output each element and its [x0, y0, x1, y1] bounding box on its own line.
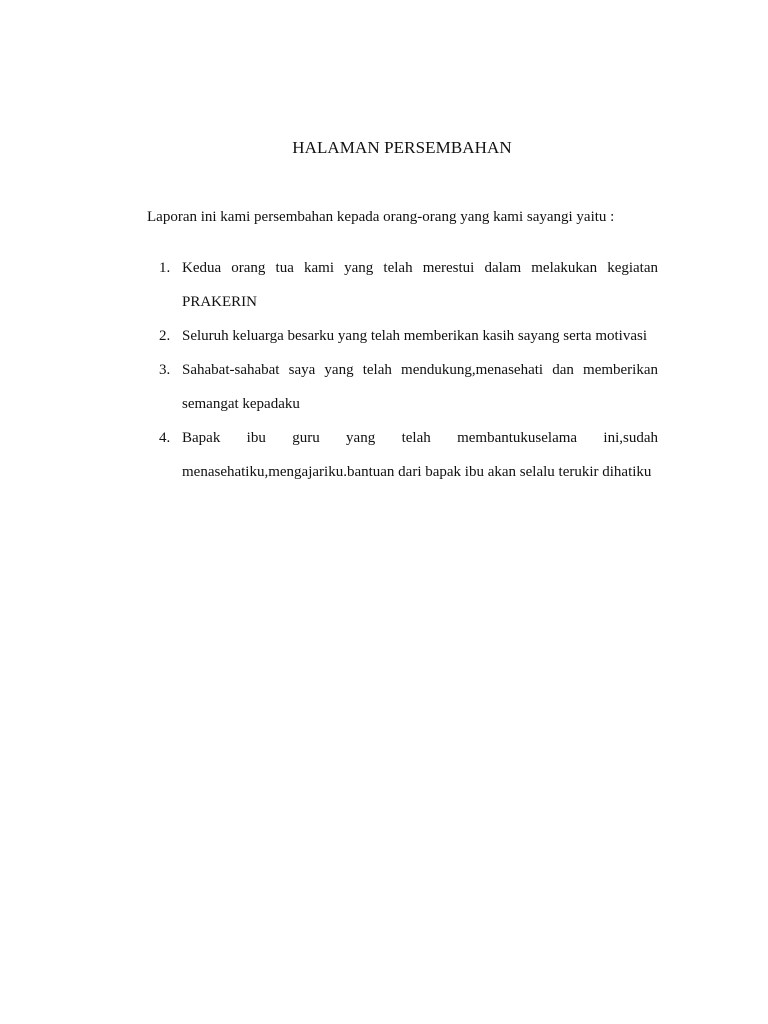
intro-paragraph: Laporan ini kami persembahan kepada orang-orang yang kami sayangi yaitu :: [147, 209, 615, 225]
list-item-number: 2.: [159, 328, 171, 344]
list-item-text: Sahabat-sahabat saya yang telah mendukung,menasehati dan memberikan semangat kepadaku: [182, 362, 658, 412]
list-item: [147, 319, 658, 353]
list-item: [147, 251, 658, 319]
list-item-number: 4.: [159, 430, 171, 446]
list-item-number: 1.: [159, 260, 171, 276]
dedication-list: [147, 251, 658, 489]
page-title: HALAMAN PERSEMBAHAN: [292, 138, 512, 157]
list-item: [147, 353, 658, 421]
list-item-text: Bapak ibu guru yang telah membantukuselama ini,sudah menasehatiku,mengajariku.bantuan dari bapak ibu akan selalu terukir dihatiku: [182, 430, 658, 480]
list-item-number: 3.: [159, 362, 171, 378]
list-item: [147, 421, 658, 489]
list-item-text: Seluruh keluarga besarku yang telah memberikan kasih sayang serta motivasi: [182, 328, 647, 344]
list-item-text: Kedua orang tua kami yang telah merestui dalam melakukan kegiatan PRAKERIN: [182, 260, 658, 310]
